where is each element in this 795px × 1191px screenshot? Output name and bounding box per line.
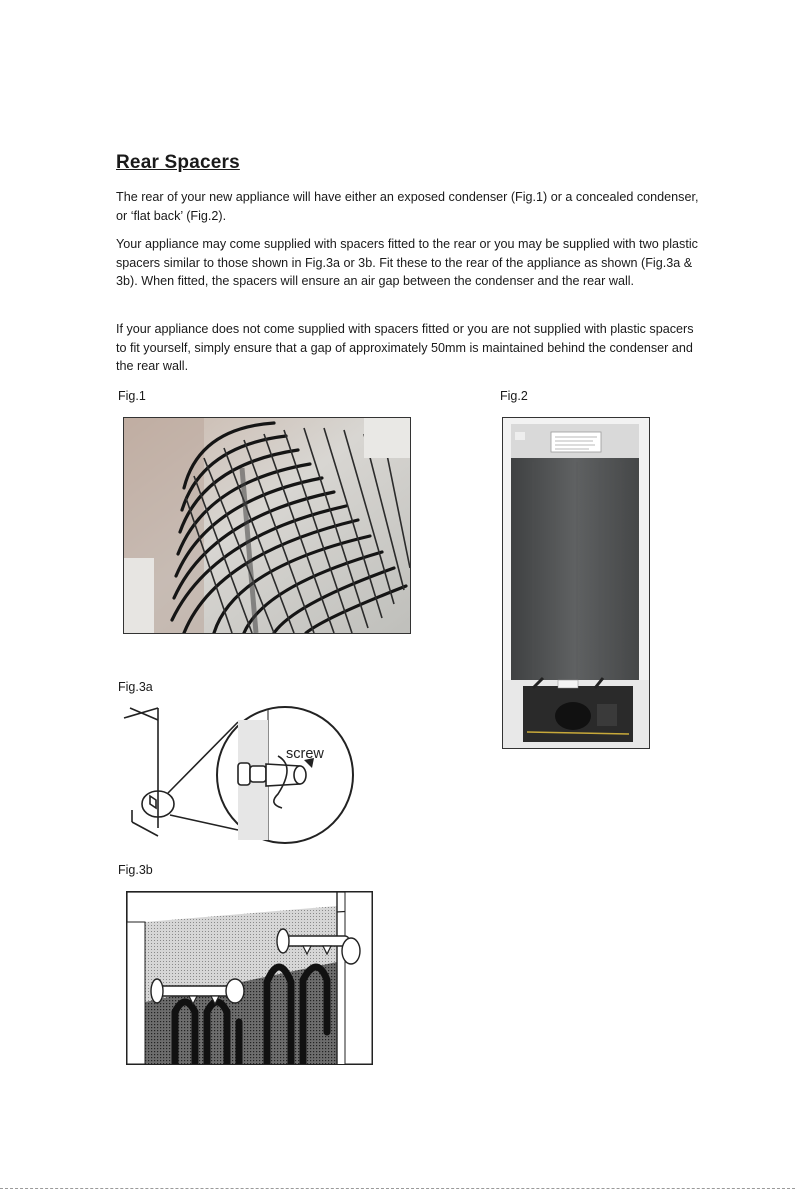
screw-callout: screw (286, 746, 324, 762)
fig3b-label: Fig.3b (118, 863, 153, 877)
fig2-flat-back-photo (502, 417, 650, 749)
fig3a-label: Fig.3a (118, 680, 153, 694)
exposed-condenser-image (124, 418, 410, 633)
condenser-spacer-illustration (127, 892, 372, 1064)
fig3a-screw-spacer-diagram (118, 700, 398, 850)
page-bottom-rule (0, 1188, 795, 1189)
page-title: Rear Spacers (116, 152, 240, 173)
fig1-condenser-photo (123, 417, 411, 634)
intro-paragraph: The rear of your new appliance will have either an exposed condenser (Fig.1) or a concealed condenser, or ‘flat back’ (Fig.2). (116, 190, 699, 223)
screw-spacer-illustration (118, 700, 398, 850)
flat-back-fridge-image (503, 418, 649, 748)
spacers-paragraph: Your appliance may come supplied with spacers fitted to the rear or you may be supplied with two plastic spacers similar to those shown in Fig.3a or 3b. Fit these to the rear of the appliance as shown (Fig.3a & 3b). When fitted, the spacers will ensure an air gap between the condenser and the rear wall. (116, 237, 698, 289)
fig2-label: Fig.2 (500, 389, 528, 403)
fig3b-spacer-on-condenser-diagram (126, 891, 373, 1065)
gap-paragraph: If your appliance does not come supplied with spacers fitted or you are not supplied with plastic spacers to fit yourself, simply ensure that a gap of approximately 50mm is maintained behind the condenser and the rear wall. (116, 322, 694, 374)
fig1-label: Fig.1 (118, 389, 146, 403)
